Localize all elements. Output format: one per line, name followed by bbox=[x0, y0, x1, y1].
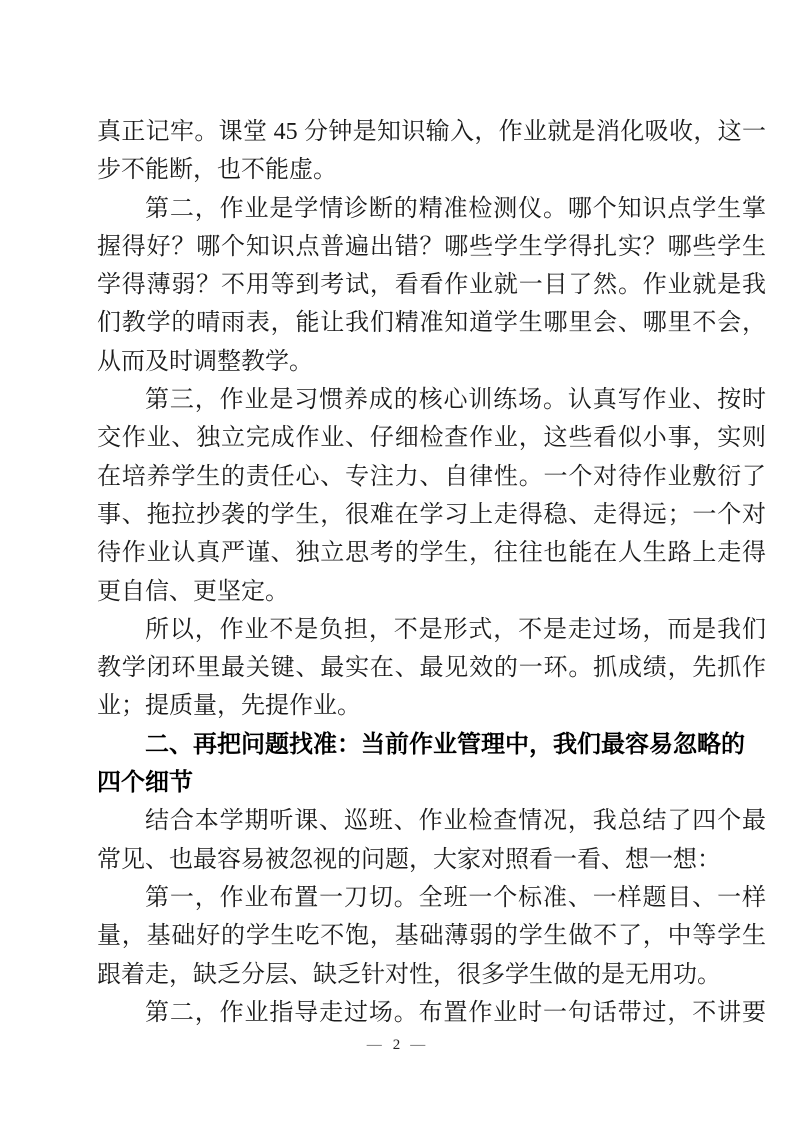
page-number: 2 bbox=[392, 1037, 401, 1053]
page-footer bbox=[0, 1034, 793, 1056]
body-text-line: 事、拖拉抄袭的学生，很难在学习上走得稳、走得远；一个对 bbox=[97, 501, 766, 528]
body-text-line: 学得薄弱？不用等到考试，看看作业就一目了然。作业就是我 bbox=[97, 272, 766, 299]
body-text-line: 从而及时调整教学。 bbox=[97, 348, 313, 375]
body-text-line: 交作业、独立完成作业、仔细检查作业，这些看似小事，实则 bbox=[97, 425, 766, 452]
document-body bbox=[97, 113, 766, 1032]
section-heading-line: 二、再把问题找准：当前作业管理中，我们最容易忽略的 bbox=[145, 730, 745, 758]
body-text-line: 们教学的晴雨表，能让我们精准知道学生哪里会、哪里不会， bbox=[97, 310, 766, 337]
footer-dash-left: — bbox=[366, 1037, 383, 1053]
body-text-line: 教学闭环里最关键、最实在、最见效的一环。抓成绩，先抓作 bbox=[97, 655, 766, 682]
body-text-line: 步不能断，也不能虚。 bbox=[97, 157, 337, 184]
body-text-line: 握得好？哪个知识点普遍出错？哪些学生学得扎实？哪些学生 bbox=[97, 233, 766, 260]
body-text-line: 结合本学期听课、巡班、作业检查情况，我总结了四个最 bbox=[145, 808, 766, 835]
body-text-line: 业；提质量，先提作业。 bbox=[97, 693, 361, 720]
body-text-line: 在培养学生的责任心、专注力、自律性。一个对待作业敷衍了 bbox=[97, 463, 766, 490]
body-text-line: 所以，作业不是负担，不是形式，不是走过场，而是我们 bbox=[145, 616, 766, 643]
body-text-line: 常见、也最容易被忽视的问题，大家对照看一看、想一想： bbox=[97, 846, 721, 873]
body-text-line: 第二，作业是学情诊断的精准检测仪。哪个知识点学生掌 bbox=[145, 195, 766, 222]
body-text-line: 第三，作业是习惯养成的核心训练场。认真写作业、按时 bbox=[145, 387, 766, 414]
body-text-line: 待作业认真严谨、独立思考的学生，往往也能在人生路上走得 bbox=[97, 540, 766, 567]
body-text-line: 第一，作业布置一刀切。全班一个标准、一样题目、一样 bbox=[145, 884, 766, 911]
body-text-line: 跟着走，缺乏分层、缺乏针对性，很多学生做的是无用功。 bbox=[97, 961, 721, 988]
body-text-line: 真正记牢。课堂 45 分钟是知识输入，作业就是消化吸收，这一 bbox=[97, 119, 766, 145]
body-text-line: 量，基础好的学生吃不饱，基础薄弱的学生做不了，中等学生 bbox=[97, 923, 766, 950]
section-heading-line: 四个细节 bbox=[97, 769, 193, 797]
footer-dash-right: — bbox=[410, 1037, 427, 1053]
body-text-line: 更自信、更坚定。 bbox=[97, 578, 289, 605]
body-text-line: 第二，作业指导走过场。布置作业时一句话带过，不讲要 bbox=[145, 999, 766, 1026]
